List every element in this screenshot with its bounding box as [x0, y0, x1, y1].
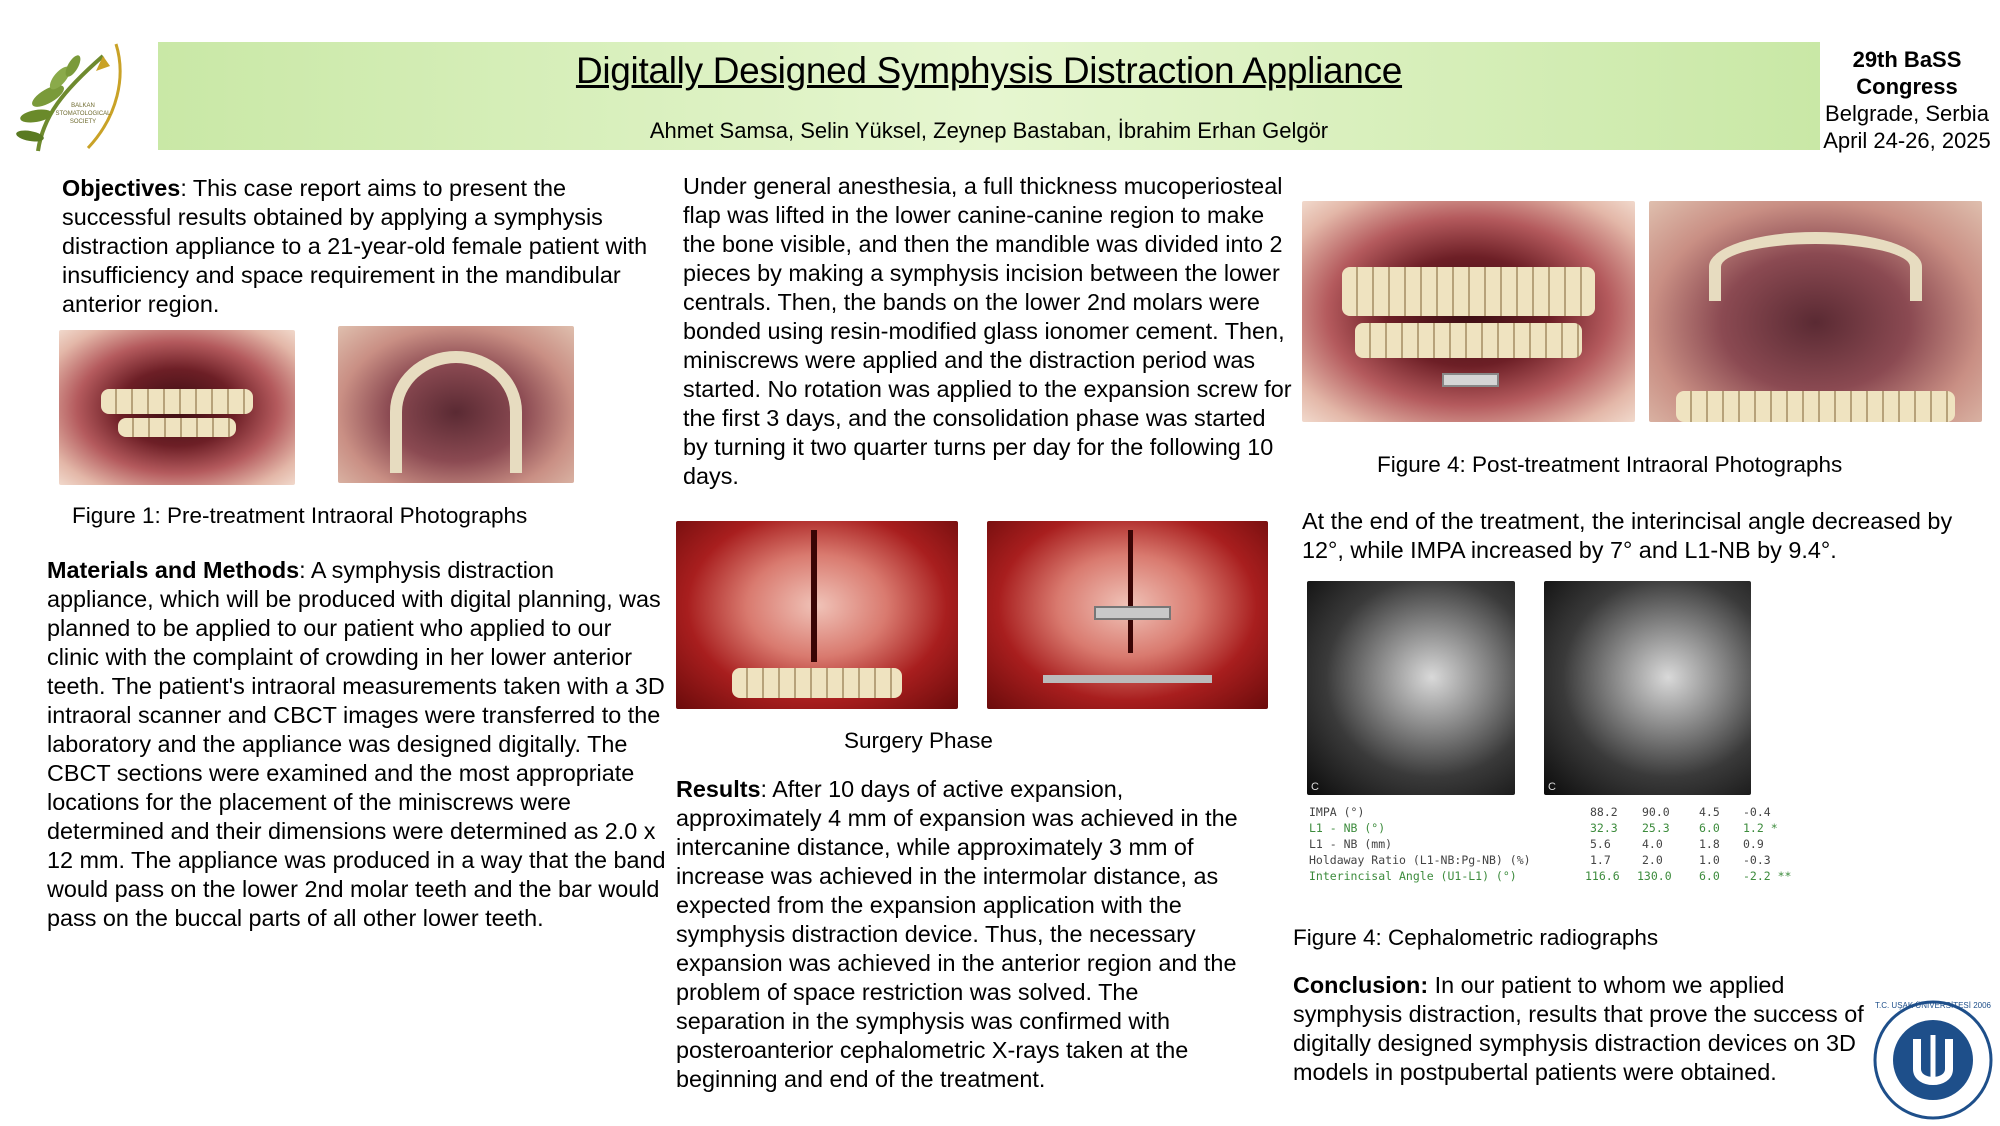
ceph-row-impa: [1309, 804, 1799, 820]
ceph-label: L1 - NB (mm): [1309, 837, 1393, 851]
congress-dates: April 24-26, 2025: [1823, 128, 1991, 153]
ceph-row-holdaway: [1309, 852, 1799, 868]
ceph-label: Holdaway Ratio (L1-NB:Pg-NB) (%): [1309, 853, 1531, 867]
ceph-value-2: 90.0: [1642, 805, 1670, 819]
ceph-row-l1nb-mm: [1309, 836, 1799, 852]
objectives-text: : This case report aims to present the successful results obtained by applying a symphysis distraction appliance to a 21-year-old female patient with insufficiency and space requirement in the mandibular anterior region.: [62, 175, 648, 317]
figure4a-caption: Figure 4: Post-treatment Intraoral Photographs: [1377, 452, 1843, 477]
surgery-photo-2: [987, 521, 1268, 709]
ceph-value-3: 6.0: [1699, 821, 1720, 835]
congress-line2: Congress: [1856, 74, 1958, 99]
ceph-value-4: -0.4: [1743, 805, 1771, 819]
ceph-value-4: -2.2 **: [1743, 869, 1792, 883]
results-section: [676, 775, 1246, 1094]
poster-title: Digitally Designed Symphysis Distraction Appliance: [575, 50, 1403, 91]
methods-label: Materials and Methods: [47, 557, 300, 583]
society-logo: [8, 36, 140, 162]
cephalometric-table: [1309, 804, 1799, 884]
ceph-value-1: 116.6: [1585, 869, 1620, 883]
surgery-photo-1: [676, 521, 958, 709]
congress-location: Belgrade, Serbia: [1825, 101, 1989, 126]
posttreatment-occlusal-photo: [1649, 201, 1982, 422]
results-label: Results: [676, 776, 761, 802]
objectives-label: Objectives: [62, 175, 181, 201]
pretreatment-frontal-photo: [59, 330, 295, 485]
ceph-value-2: 4.0: [1642, 837, 1663, 851]
ceph-value-4: 1.2 *: [1743, 821, 1778, 835]
ceph-radiograph-post-marker: C: [1548, 781, 1556, 793]
objectives-section: [62, 174, 672, 319]
results-text: : After 10 days of active expansion, approximately 4 mm of expansion was achieved in the intercanine distance, while approximately 3 mm of increase was achieved in the intermolar distance, as expected from the expansion application with the symphysis distraction device. Thus, the necessary expansion was achieved in the anterior region and the problem of space restriction was solved. The separation in the symphysis was confirmed with posteroanterior cephalometric X-rays taken at the beginning and end of the treatment.: [676, 776, 1238, 1092]
posttreatment-frontal-photo: [1302, 201, 1635, 422]
ceph-value-1: 1.7: [1590, 853, 1611, 867]
university-seal-text: T.C. UŞAK ÜNİVERSİTESİ 2006: [1874, 1001, 1992, 1010]
society-logo-text: BALKAN STOMATOLOGICAL SOCIETY: [55, 103, 111, 125]
ceph-value-4: -0.3: [1743, 853, 1771, 867]
figure1-caption: Figure 1: Pre-treatment Intraoral Photographs: [72, 503, 528, 528]
ceph-value-1: 88.2: [1590, 805, 1618, 819]
surgery-description: Under general anesthesia, a full thickness mucoperiosteal flap was lifted in the lower canine-canine region to make the bone visible, and then the mandible was divided into 2 pieces by making a symphysis incision between the lower centrals. Then, the bands on the lower 2nd molars were bonded using resin-modified glass ionomer cement. Then, miniscrews were applied and the distraction period was started. No rotation was applied to the expansion screw for the first 3 days, and the consolidation phase was started by turning it two quarter turns per day for the following 10 days.: [683, 173, 1292, 489]
conclusion-text: In our patient to whom we applied symphysis distraction, results that prove the success of digitally designed symphysis distraction devices on 3D models in postpubertal patients were obtained.: [1293, 972, 1864, 1085]
end-of-treatment-text: At the end of the treatment, the interincisal angle decreased by 12°, while IMPA increased by 7° and L1-NB by 9.4°.: [1302, 508, 1953, 563]
ceph-radiograph-pre: [1307, 581, 1515, 795]
ceph-label: L1 - NB (°): [1309, 821, 1386, 835]
ceph-value-4: 0.9: [1743, 837, 1764, 851]
ceph-value-2: 25.3: [1642, 821, 1670, 835]
ceph-row-l1nb-deg: [1309, 820, 1799, 836]
surgery-phase-caption: Surgery Phase: [844, 728, 993, 753]
ceph-value-3: 6.0: [1699, 869, 1720, 883]
pretreatment-occlusal-photo: [338, 326, 574, 483]
ceph-label: Interincisal Angle (U1-L1) (°): [1309, 869, 1517, 883]
university-seal: [1872, 999, 1994, 1121]
ceph-value-1: 5.6: [1590, 837, 1611, 851]
authors: Ahmet Samsa, Selin Yüksel, Zeynep Bastaban, İbrahim Erhan Gelgör: [649, 118, 1329, 143]
figure4b-caption: Figure 4: Cephalometric radiographs: [1293, 925, 1659, 950]
ceph-row-interincisal: [1309, 868, 1799, 884]
ceph-value-1: 32.3: [1590, 821, 1618, 835]
ceph-label: IMPA (°): [1309, 805, 1365, 819]
methods-text: : A symphysis distraction appliance, which will be produced with digital planning, was planned to be applied to our patient who applied to our clinic with the complaint of crowding in her lower anterior teeth. The patient's intraoral measurements taken with a 3D intraoral scanner and CBCT images were transferred to the laboratory and the appliance was designed digitally. The CBCT sections were examined and the most appropriate locations for the placement of the miniscrews were determined and their dimensions were determined as 2.0 x 12 mm. The appliance was produced in a way that the band would pass on the lower 2nd molar teeth and the bar would pass on the buccal parts of all other lower teeth.: [47, 557, 666, 931]
congress-line1: 29th BaSS: [1852, 47, 1962, 72]
conclusion-label: Conclusion:: [1293, 972, 1429, 998]
conclusion-section: [1293, 971, 1893, 1087]
ceph-value-2: 130.0: [1637, 869, 1672, 883]
congress-info: [1822, 46, 1992, 154]
ceph-radiograph-post: [1544, 581, 1751, 795]
ceph-value-3: 1.8: [1699, 837, 1720, 851]
methods-section: [47, 556, 667, 933]
ceph-value-3: 1.0: [1699, 853, 1720, 867]
ceph-radiograph-pre-marker: C: [1311, 781, 1319, 793]
ceph-value-2: 2.0: [1642, 853, 1663, 867]
ceph-value-3: 4.5: [1699, 805, 1720, 819]
